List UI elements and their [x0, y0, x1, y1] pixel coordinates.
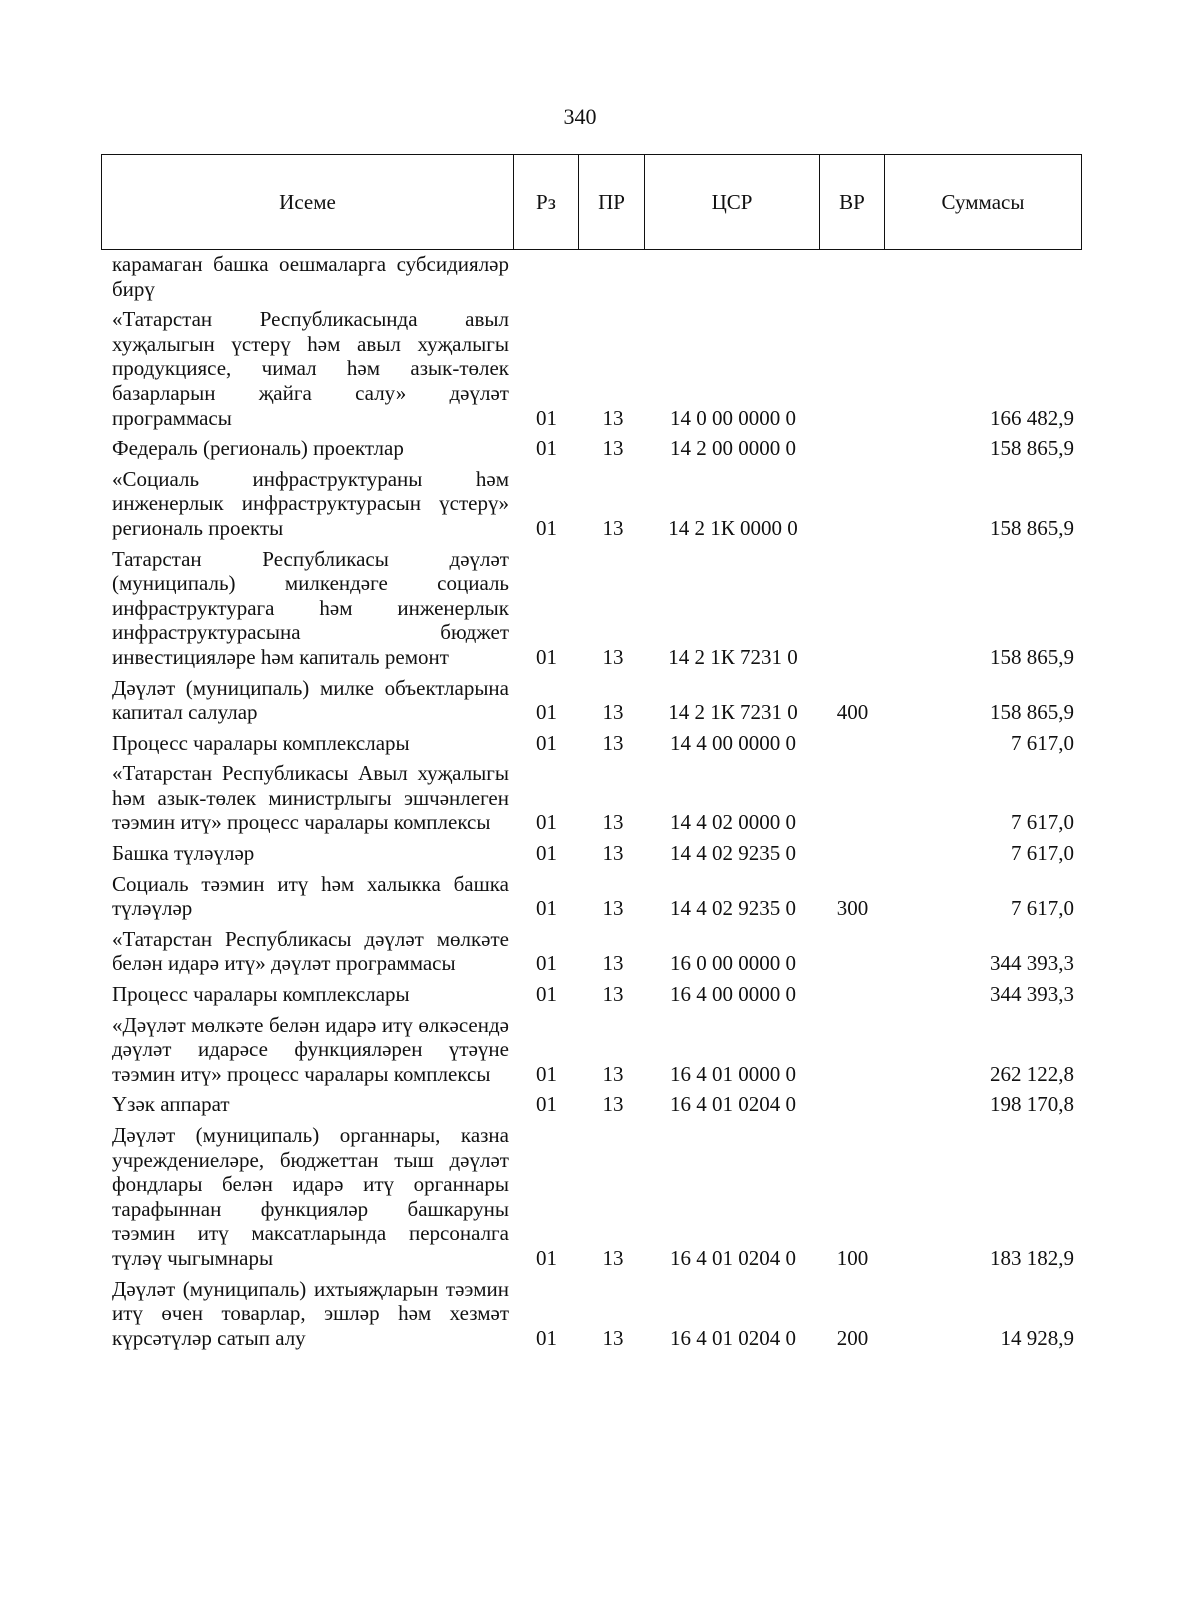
row-vr — [820, 1007, 885, 1087]
row-pr: 13 — [602, 1061, 624, 1086]
row-rz: 01 — [536, 644, 557, 669]
budget-table — [101, 252, 1082, 1350]
row-name: Дәүләт (муниципаль) ихтыяҗларын тәэмин итү өчен товарлар, эшләр һәм хезмәт күрсәтүләр сатып алу — [112, 1276, 509, 1350]
row-name: Үзәк аппарат — [112, 1092, 230, 1117]
row-csr: 14 2 1К 7231 0 — [668, 644, 798, 669]
table-row — [101, 835, 1082, 866]
col-header-pr: ПР — [579, 155, 645, 250]
row-vr: 300 — [836, 896, 869, 921]
table-header — [101, 154, 1082, 250]
row-name: Дәүләт (муниципаль) милке объектларына капитал салулар — [112, 675, 509, 725]
table-row — [101, 1086, 1082, 1117]
row-name: «Татарстан Республикасы Авыл хуҗалыгы һәм азык-төлек министрлыгы эшчәнлеген тәэмин итү» процесс чаралары комплексы — [112, 761, 509, 835]
table-row — [101, 541, 1082, 670]
row-vr: 400 — [836, 700, 869, 725]
table-row — [101, 1271, 1082, 1351]
row-sum: 158 865,9 — [990, 700, 1074, 725]
row-vr: 200 — [836, 1325, 869, 1350]
row-pr: 13 — [602, 1325, 624, 1350]
row-name: Процесс чаралары комплекслары — [112, 730, 410, 755]
row-vr — [820, 541, 885, 670]
row-name: Татарстан Республикасы дәүләт (муниципаль) милкендәге социаль инфраструктурага һәм инженерлык инфраструктурасына бюджет инвестицияләре һәм капиталь ремонт — [112, 546, 509, 669]
row-name: карамаган башка оешмаларга субсидияләр бирү — [112, 252, 509, 301]
row-csr — [646, 252, 820, 301]
row-name: Социаль тәэмин итү һәм халыкка башка түләүләр — [112, 871, 509, 921]
row-pr: 13 — [602, 951, 624, 976]
row-pr: 13 — [602, 436, 624, 461]
row-vr — [820, 976, 885, 1007]
row-name: Федераль (региональ) проектлар — [112, 436, 404, 461]
row-vr — [820, 835, 885, 866]
row-pr: 13 — [602, 1245, 624, 1270]
row-csr: 14 4 02 9235 0 — [670, 841, 796, 866]
table-row — [101, 921, 1082, 976]
col-header-name: Исеме — [102, 155, 514, 250]
row-vr — [820, 430, 885, 461]
row-csr: 16 4 01 0000 0 — [670, 1061, 796, 1086]
row-name: «Дәүләт мөлкәте белән идарә итү өлкәсендә дәүләт идарәсе функцияләрен үтәүне тәэмин итү» процесс чаралары комплексы — [112, 1012, 509, 1086]
row-pr: 13 — [602, 982, 624, 1007]
row-csr: 16 4 01 0204 0 — [670, 1245, 796, 1270]
row-sum: 7 617,0 — [1011, 810, 1074, 835]
table-row — [101, 1007, 1082, 1087]
row-rz: 01 — [536, 1092, 557, 1117]
row-name: «Татарстан Республикасы дәүләт мөлкәте белән идарә итү» дәүләт программасы — [112, 926, 509, 976]
row-vr — [820, 1086, 885, 1117]
row-rz: 01 — [536, 700, 557, 725]
row-rz: 01 — [536, 1245, 557, 1270]
row-csr: 14 2 00 0000 0 — [670, 436, 796, 461]
table-row — [101, 252, 1082, 301]
table-row — [101, 430, 1082, 461]
row-pr — [580, 252, 646, 301]
col-header-csr: ЦСР — [645, 155, 820, 250]
row-rz: 01 — [536, 810, 557, 835]
table-row — [101, 670, 1082, 725]
row-rz: 01 — [536, 896, 557, 921]
row-pr: 13 — [602, 644, 624, 669]
row-name: Башка түләүләр — [112, 841, 255, 866]
row-sum: 344 393,3 — [990, 951, 1074, 976]
row-sum: 7 617,0 — [1011, 730, 1074, 755]
row-csr: 14 4 02 9235 0 — [670, 896, 796, 921]
row-sum: 158 865,9 — [990, 644, 1074, 669]
row-sum: 7 617,0 — [1011, 896, 1074, 921]
row-rz: 01 — [536, 982, 557, 1007]
row-csr: 14 2 1К 0000 0 — [668, 515, 798, 540]
row-rz: 01 — [536, 405, 557, 430]
row-sum: 183 182,9 — [990, 1245, 1074, 1270]
row-csr: 14 4 00 0000 0 — [670, 730, 796, 755]
row-name: Процесс чаралары комплекслары — [112, 982, 410, 1007]
row-csr: 16 0 00 0000 0 — [670, 951, 796, 976]
table-row — [101, 1117, 1082, 1271]
col-header-sum: Суммасы — [885, 155, 1082, 250]
row-pr: 13 — [602, 405, 624, 430]
col-header-rz: Рз — [514, 155, 579, 250]
table-row — [101, 301, 1082, 430]
row-vr — [820, 252, 885, 301]
row-csr: 14 4 02 0000 0 — [670, 810, 796, 835]
row-vr — [820, 301, 885, 430]
row-name: Дәүләт (муниципаль) органнары, казна учреждениеләре, бюджеттан тыш дәүләт фондлары белән идарә итү органнары тарафыннан функцияләр башкаруны тәэмин итү максатларында персоналга түләү чыгымнары — [112, 1123, 509, 1270]
row-csr: 16 4 00 0000 0 — [670, 982, 796, 1007]
row-name: «Социаль инфраструктураны һәм инженерлык инфраструктурасын үстерү» региональ проекты — [112, 466, 509, 540]
row-sum: 158 865,9 — [990, 436, 1074, 461]
row-vr — [820, 755, 885, 835]
row-csr: 14 2 1К 7231 0 — [668, 700, 798, 725]
row-sum: 14 928,9 — [1000, 1325, 1074, 1350]
row-rz: 01 — [536, 841, 557, 866]
row-csr: 16 4 01 0204 0 — [670, 1325, 796, 1350]
table-row — [101, 866, 1082, 921]
row-pr: 13 — [602, 896, 624, 921]
row-vr — [820, 921, 885, 976]
col-header-vr: ВР — [820, 155, 885, 250]
row-name: «Татарстан Республикасында авыл хуҗалыгын үстерү һәм авыл хуҗалыгы продукциясе, чимал һәм азык-төлек базарларын җайга салу» дәүләт программасы — [112, 307, 509, 430]
row-sum: 166 482,9 — [990, 405, 1074, 430]
row-csr: 16 4 01 0204 0 — [670, 1092, 796, 1117]
row-pr: 13 — [602, 810, 624, 835]
table-row — [101, 976, 1082, 1007]
table-row — [101, 461, 1082, 541]
row-sum: 262 122,8 — [990, 1061, 1074, 1086]
row-sum: 198 170,8 — [990, 1092, 1074, 1117]
row-rz: 01 — [536, 1325, 557, 1350]
row-rz — [513, 252, 580, 301]
row-rz: 01 — [536, 436, 557, 461]
row-pr: 13 — [602, 841, 624, 866]
table-row — [101, 755, 1082, 835]
row-rz: 01 — [536, 515, 557, 540]
row-pr: 13 — [602, 1092, 624, 1117]
row-pr: 13 — [602, 515, 624, 540]
row-vr — [820, 725, 885, 756]
row-rz: 01 — [536, 951, 557, 976]
page-number: 340 — [563, 104, 597, 129]
row-sum: 344 393,3 — [990, 982, 1074, 1007]
row-pr: 13 — [602, 700, 624, 725]
row-rz: 01 — [536, 1061, 557, 1086]
row-rz: 01 — [536, 730, 557, 755]
table-row — [101, 725, 1082, 756]
row-sum: 158 865,9 — [990, 515, 1074, 540]
row-sum — [885, 252, 1082, 301]
row-sum: 7 617,0 — [1011, 841, 1074, 866]
row-pr: 13 — [602, 730, 624, 755]
row-csr: 14 0 00 0000 0 — [670, 405, 796, 430]
row-vr — [820, 461, 885, 541]
row-vr: 100 — [836, 1245, 869, 1270]
